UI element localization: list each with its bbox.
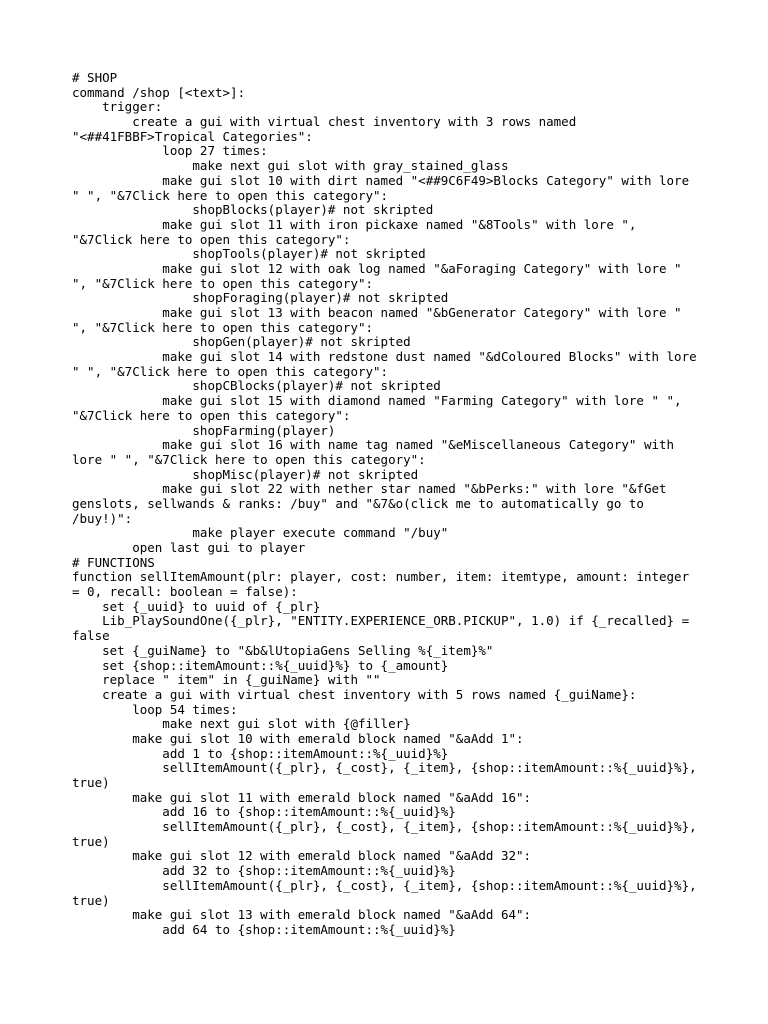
code-line: create a gui with virtual chest inventory with 5 rows named {_guiName}: bbox=[72, 686, 637, 702]
code-line: make gui slot 14 with redstone dust named "&dColoured Blocks" with lore bbox=[72, 349, 697, 365]
code-line: make gui slot 22 with nether star named "&bPerks:" with lore "&fGet bbox=[72, 481, 667, 497]
code-line: function sellItemAmount(plr: player, cost: number, item: itemtype, amount: integer bbox=[72, 569, 690, 585]
code-line: " ", "&7Click here to open this category": bbox=[72, 187, 389, 203]
code-line: make gui slot 15 with diamond named "Farming Category" with lore " ", bbox=[72, 393, 682, 409]
code-line: # FUNCTIONS bbox=[72, 554, 155, 570]
code-line: make next gui slot with gray_stained_glass bbox=[72, 158, 509, 174]
code-line: make player execute command "/buy" bbox=[72, 525, 449, 541]
code-line: "<##41FBBF>Tropical Categories": bbox=[72, 128, 313, 144]
code-line: loop 27 times: bbox=[72, 143, 268, 159]
document-page bbox=[72, 71, 702, 938]
code-line: true) bbox=[72, 775, 110, 790]
code-line: add 32 to {shop::itemAmount::%{_uuid}%} bbox=[72, 863, 456, 879]
code-line: " ", "&7Click here to open this category": bbox=[72, 363, 389, 379]
code-line: make gui slot 16 with name tag named "&eMiscellaneous Category" with bbox=[72, 437, 675, 453]
code-line: loop 54 times: bbox=[72, 701, 238, 717]
code-line: add 64 to {shop::itemAmount::%{_uuid}%} bbox=[72, 921, 456, 937]
code-line: shopBlocks(player)# not skripted bbox=[72, 202, 434, 218]
code-line: sellItemAmount({_plr}, {_cost}, {_item}, {shop::itemAmount::%{_uuid}%}, bbox=[72, 760, 697, 776]
code-line: false bbox=[72, 628, 110, 644]
code-line: add 16 to {shop::itemAmount::%{_uuid}%} bbox=[72, 804, 456, 820]
code-line: make gui slot 10 with dirt named "<##9C6F49>Blocks Category" with lore bbox=[72, 172, 690, 188]
code-line: set {_uuid} to uuid of {_plr} bbox=[72, 598, 321, 614]
code-line: command /shop [<text>]: bbox=[72, 84, 246, 100]
code-line: sellItemAmount({_plr}, {_cost}, {_item}, {shop::itemAmount::%{_uuid}%}, bbox=[72, 819, 697, 835]
code-line: /buy!)": bbox=[72, 510, 133, 526]
code-line: = 0, recall: boolean = false): bbox=[72, 584, 298, 600]
code-line: set {shop::itemAmount::%{_uuid}%} to {_amount} bbox=[72, 657, 449, 673]
code-line: true) bbox=[72, 833, 110, 849]
code-line: shopForaging(player)# not skripted bbox=[72, 290, 449, 306]
code-line: shopFarming(player) bbox=[72, 422, 336, 438]
code-line: make gui slot 13 with emerald block named "&aAdd 64": bbox=[72, 907, 532, 923]
code-line: "&7Click here to open this category": bbox=[72, 231, 351, 247]
code-line: add 1 to {shop::itemAmount::%{_uuid}%} bbox=[72, 745, 449, 761]
code-line: make gui slot 13 with beacon named "&bGenerator Category" with lore " bbox=[72, 305, 682, 320]
code-line: shopCBlocks(player)# not skripted bbox=[72, 378, 441, 394]
code-line: make next gui slot with {@filler} bbox=[72, 716, 411, 732]
code-line: trigger: bbox=[72, 99, 163, 115]
code-line: open last gui to player bbox=[72, 540, 306, 555]
code-line: set {_guiName} to "&b&lUtopiaGens Selling %{_item}%" bbox=[72, 642, 494, 658]
code-line: genslots, sellwands & ranks: /buy" and "&7&o(click me to automatically go to bbox=[72, 495, 644, 511]
code-line: make gui slot 11 with iron pickaxe named "&8Tools" with lore ", bbox=[72, 216, 637, 232]
code-line: make gui slot 10 with emerald block named "&aAdd 1": bbox=[72, 730, 524, 746]
code-line: make gui slot 12 with emerald block named "&aAdd 32": bbox=[72, 848, 532, 864]
code-line: make gui slot 11 with emerald block named "&aAdd 16": bbox=[72, 789, 532, 805]
code-line: make gui slot 12 with oak log named "&aForaging Category" with lore " bbox=[72, 260, 682, 276]
code-line: # SHOP bbox=[72, 70, 118, 85]
code-line: true) bbox=[72, 892, 110, 908]
code-line: shopGen(player)# not skripted bbox=[72, 334, 411, 350]
code-line: sellItemAmount({_plr}, {_cost}, {_item}, {shop::itemAmount::%{_uuid}%}, bbox=[72, 877, 697, 893]
code-line: shopMisc(player)# not skripted bbox=[72, 466, 419, 482]
code-line: shopTools(player)# not skripted bbox=[72, 246, 426, 262]
code-line: ", "&7Click here to open this category": bbox=[72, 319, 374, 335]
code-line: create a gui with virtual chest inventory with 3 rows named bbox=[72, 114, 577, 130]
code-line: Lib_PlaySoundOne({_plr}, "ENTITY.EXPERIENCE_ORB.PICKUP", 1.0) if {_recalled} = bbox=[72, 613, 690, 629]
code-line: ", "&7Click here to open this category": bbox=[72, 275, 374, 291]
code-line: replace " item" in {_guiName} with "" bbox=[72, 672, 381, 688]
code-line: "&7Click here to open this category": bbox=[72, 407, 351, 423]
code-line: lore " ", "&7Click here to open this category": bbox=[72, 451, 426, 467]
